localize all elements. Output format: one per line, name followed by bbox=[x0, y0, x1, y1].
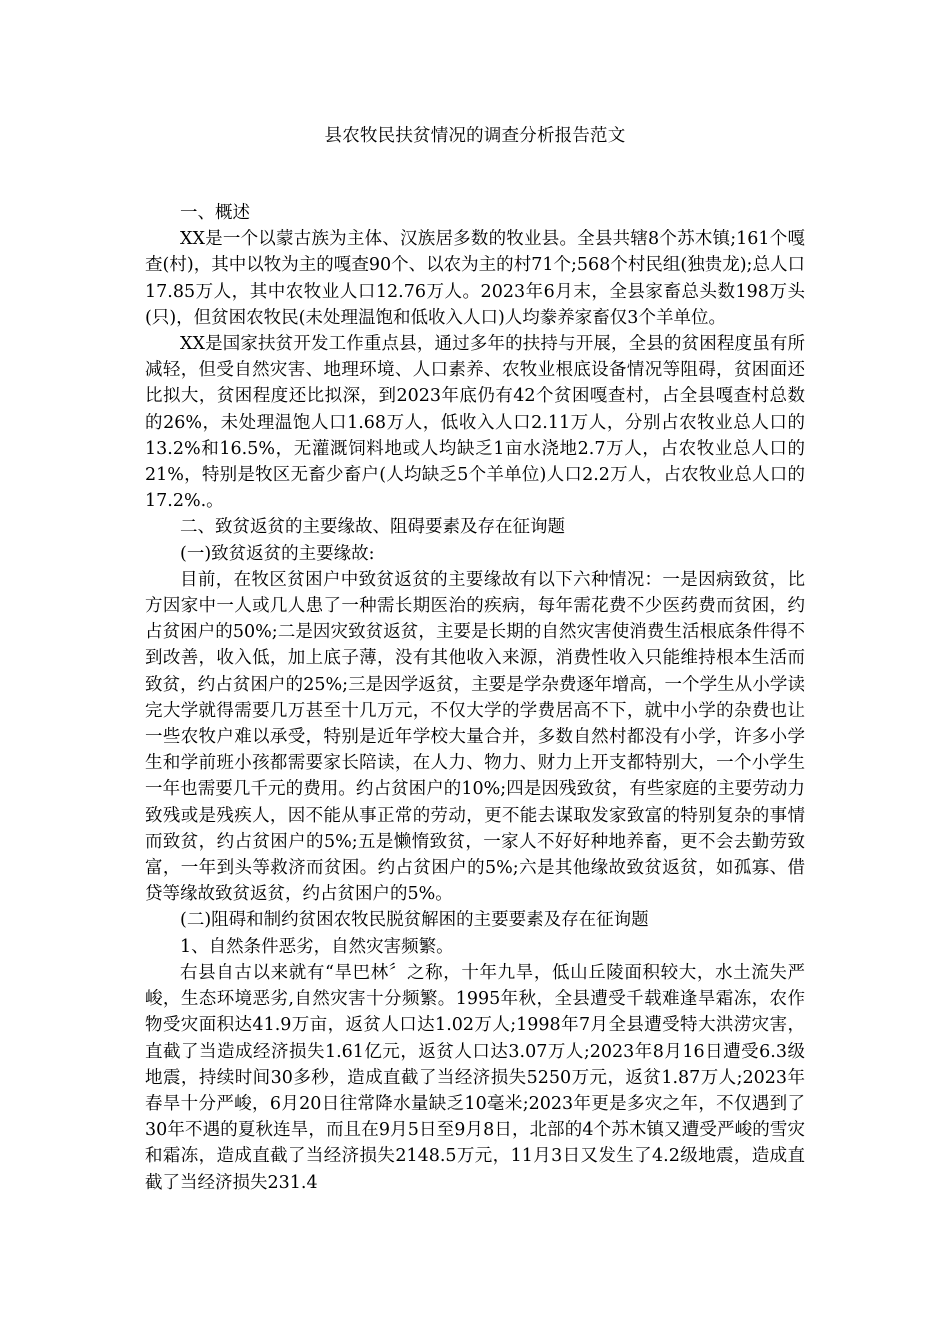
document-body bbox=[145, 200, 805, 1196]
paragraph-natural-disasters: 右县自古以来就有“旱巴林〞之称，十年九旱，低山丘陵面积较大，水土流失严峻，生态环境恶劣,自然灾害十分频繁。1995年秋，全县遭受千载难逢旱霜冻，农作物受灾面积达41.9万亩，返贫人口达1.02万人;1998年7月全县遭受特大洪涝灾害，直截了当造成经济损失1.61亿元，返贫人口达3.07万人;2023年8月16日遭受6.3级地震，持续时间30多秒，造成直截了当经济损失5250万元，返贫1.87万人;2023年春旱十分严峻，6月20日往常降水量缺乏10毫米;2023年更是多灾之年，不仅遇到了30年不遇的夏秋连旱，而且在9月5日至9月8日，北部的4个苏木镇又遭受严峻的雪灾和霜冻，造成直截了当经济损失2148.5万元，11月3日又发生了4.2级地震，造成直截了当经济损失231.4 bbox=[145, 962, 805, 1193]
heading-causes: 二、致贫返贫的主要缘故、阻碍要素及存在征询题 bbox=[180, 517, 565, 538]
subheading-natural-conditions: 1、自然条件恶劣，自然灾害频繁。 bbox=[180, 936, 454, 957]
subheading-obstacles: (二)阻碍和制约贫困农牧民脱贫解困的主要要素及存在征询题 bbox=[180, 910, 649, 931]
document-title: 县农牧民扶贫情况的调查分析报告范文 bbox=[324, 126, 626, 146]
paragraph-poverty-status: XX是国家扶贫开发工作重点县，通过多年的扶持与开展，全县的贫困程度虽有所减轻，但受自然灾害、地理环境、人口素养、农牧业根底设备情况等阻碍，贫困面还比拟大，贫困程度还比拟深，到2023年底仍有42个贫困嘎查村，占全县嘎查村总数的26%，未处理温饱人口1.68万人，低收入人口2.11万人，分别占农牧业总人口的13.2%和16.5%，无灌溉饲料地或人均缺乏1亩水浇地2.7万人，占农牧业总人口的21%，特别是牧区无畜少畜户(人均缺乏5个羊单位)人口2.2万人，占农牧业总人口的17.2%.。 bbox=[145, 334, 805, 512]
heading-overview: 一、概述 bbox=[180, 203, 250, 223]
paragraph-six-causes: 目前，在牧区贫困户中致贫返贫的主要缘故有以下六种情况：一是因病致贫，比方因家中一人或几人患了一种需长期医治的疾病，每年需花费不少医药费而贫困，约占贫困户的50%;二是因灾致贫返贫，主要是长期的自然灾害使消费生活根底条件得不到改善，收入低，加上底子薄，没有其他收入来源，消费性收入只能维持根本生活而致贫，约占贫困户的25%;三是因学返贫，主要是学杂费逐年增高，一个学生从小学读完大学就得需要几万甚至十几万元，不仅大学的学费居高不下，就中小学的杂费也让一些农牧户难以承受，特别是近年学校大量合并，多数自然村都没有小学，许多小学生和学前班小孩都需要家长陪读，在人力、物力、财力上开支都特别大，一个小学生一年也需要几千元的费用。约占贫困户的10%;四是因残致贫，有些家庭的主要劳动力致残或是残疾人，因不能从事正常的劳动，更不能去谋取发家致富的特别复杂的事情而致贫，约占贫困户的5%;五是懒惰致贫，一家人不好好种地养畜，更不会去勤劳致富，一年到头等救济而贫困。约占贫困户的5%;六是其他缘故致贫返贫，如孤寡、借贷等缘故致贫返贫，约占贫困户的5%。 bbox=[145, 569, 805, 905]
subheading-main-causes: (一)致贫返贫的主要缘故: bbox=[180, 543, 375, 564]
paragraph-county-overview: XX是一个以蒙古族为主体、汉族居多数的牧业县。全县共辖8个苏木镇;161个嘎查(村)，其中以牧为主的嘎查90个、以农为主的村71个;568个村民组(独贵龙);总人口17.85万人，其中农牧业人口12.76万人。2023年6月末，全县家畜总头数198万头(只)，但贫困农牧民(未处理温饱和低收入人口)人均豢养家畜仅3个羊单位。 bbox=[145, 229, 805, 328]
